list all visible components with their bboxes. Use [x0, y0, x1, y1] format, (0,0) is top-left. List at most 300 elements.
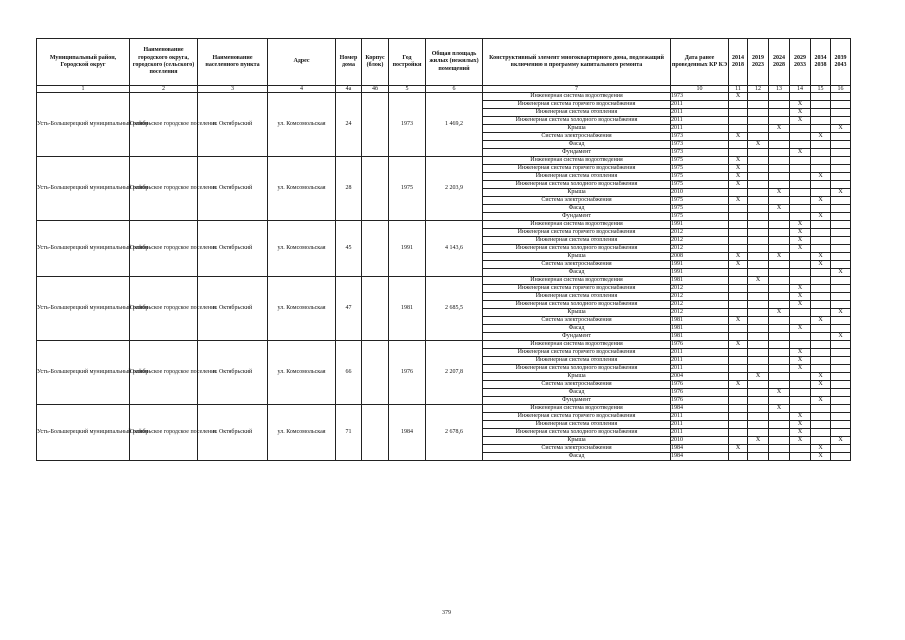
period-mark-cell: X [811, 381, 831, 389]
period-mark-cell [831, 197, 851, 205]
period-mark-cell [729, 125, 748, 133]
house-number-cell: 45 [336, 221, 362, 277]
period-mark-cell: X [790, 229, 811, 237]
period-mark-cell: X [769, 125, 790, 133]
header-cell: 2039 2043 [831, 39, 851, 86]
period-mark-cell [811, 429, 831, 437]
period-mark-cell [831, 381, 851, 389]
district-cell: Усть-Большерецкий муниципальный район [37, 221, 130, 277]
period-mark-cell: X [769, 189, 790, 197]
period-mark-cell [769, 165, 790, 173]
previous-repair-date-cell: 1984 [671, 405, 729, 413]
previous-repair-date-cell: 2011 [671, 413, 729, 421]
locality-cell: п. Октябрьский [198, 277, 268, 341]
period-mark-cell [811, 389, 831, 397]
period-mark-cell [729, 373, 748, 381]
period-mark-cell [769, 141, 790, 149]
period-mark-cell [831, 149, 851, 157]
period-mark-cell: X [790, 109, 811, 117]
area-cell: 2 203,9 [426, 157, 483, 221]
period-mark-cell [790, 397, 811, 405]
element-name-cell: Инженерная система отопления [483, 293, 671, 301]
period-mark-cell [748, 413, 769, 421]
period-mark-cell [748, 405, 769, 413]
element-name-cell: Система электроснабжения [483, 133, 671, 141]
element-name-cell: Система электроснабжения [483, 317, 671, 325]
period-mark-cell [831, 421, 851, 429]
previous-repair-date-cell: 2011 [671, 117, 729, 125]
element-name-cell: Система электроснабжения [483, 381, 671, 389]
period-mark-cell: X [811, 317, 831, 325]
period-mark-cell [811, 205, 831, 213]
element-name-cell: Инженерная система горячего водоснабжения [483, 165, 671, 173]
period-mark-cell [790, 141, 811, 149]
period-mark-cell [831, 213, 851, 221]
block-cell [362, 93, 389, 157]
period-mark-cell [811, 245, 831, 253]
header-cell: Общая площадь жилых (нежилых) помещений [426, 39, 483, 86]
previous-repair-date-cell: 2012 [671, 229, 729, 237]
period-mark-cell [769, 101, 790, 109]
period-mark-cell [831, 133, 851, 141]
period-mark-cell [831, 93, 851, 101]
element-name-cell: Инженерная система холодного водоснабжения [483, 429, 671, 437]
period-mark-cell [729, 309, 748, 317]
period-mark-cell [769, 413, 790, 421]
period-mark-cell [831, 365, 851, 373]
column-number: 10 [671, 86, 729, 93]
period-mark-cell [831, 373, 851, 381]
period-mark-cell [831, 453, 851, 461]
period-mark-cell [811, 333, 831, 341]
period-mark-cell [811, 93, 831, 101]
period-mark-cell [748, 125, 769, 133]
period-mark-cell [729, 293, 748, 301]
period-mark-cell: X [790, 285, 811, 293]
period-mark-cell [831, 157, 851, 165]
previous-repair-date-cell: 1975 [671, 181, 729, 189]
locality-cell: п. Октябрьский [198, 341, 268, 405]
period-mark-cell: X [729, 317, 748, 325]
period-mark-cell [769, 293, 790, 301]
period-mark-cell [729, 285, 748, 293]
period-mark-cell [748, 389, 769, 397]
period-mark-cell [748, 445, 769, 453]
settlement-cell: Октябрьское городское поселение [130, 221, 198, 277]
period-mark-cell [729, 141, 748, 149]
locality-cell: п. Октябрьский [198, 93, 268, 157]
previous-repair-date-cell: 1975 [671, 205, 729, 213]
period-mark-cell [790, 253, 811, 261]
column-number: 5 [389, 86, 426, 93]
period-mark-cell [790, 189, 811, 197]
period-mark-cell: X [831, 189, 851, 197]
previous-repair-date-cell: 1981 [671, 325, 729, 333]
column-number-row [37, 86, 851, 93]
period-mark-cell [769, 325, 790, 333]
period-mark-cell [748, 237, 769, 245]
previous-repair-date-cell: 1976 [671, 389, 729, 397]
period-mark-cell [748, 221, 769, 229]
period-mark-cell [769, 341, 790, 349]
period-mark-cell [748, 293, 769, 301]
period-mark-cell [811, 421, 831, 429]
period-mark-cell [831, 445, 851, 453]
period-mark-cell [811, 309, 831, 317]
period-mark-cell: X [729, 157, 748, 165]
column-number: 1 [37, 86, 130, 93]
header-cell: Номер дома [336, 39, 362, 86]
period-mark-cell [811, 181, 831, 189]
previous-repair-date-cell: 2011 [671, 349, 729, 357]
previous-repair-date-cell: 1973 [671, 141, 729, 149]
period-mark-cell [748, 261, 769, 269]
period-mark-cell: X [811, 133, 831, 141]
period-mark-cell [729, 397, 748, 405]
period-mark-cell [811, 157, 831, 165]
column-number: 14 [790, 86, 811, 93]
period-mark-cell [748, 173, 769, 181]
column-number: 15 [811, 86, 831, 93]
previous-repair-date-cell: 2011 [671, 109, 729, 117]
period-mark-cell [831, 205, 851, 213]
period-mark-cell: X [748, 141, 769, 149]
previous-repair-date-cell: 2011 [671, 429, 729, 437]
element-name-cell: Инженерная система горячего водоснабжения [483, 349, 671, 357]
period-mark-cell [729, 429, 748, 437]
year-built-cell: 1984 [389, 405, 426, 461]
address-cell: ул. Комсомольская [268, 341, 336, 405]
period-mark-cell [748, 205, 769, 213]
period-mark-cell [811, 285, 831, 293]
area-cell: 2 678,6 [426, 405, 483, 461]
element-name-cell: Система электроснабжения [483, 197, 671, 205]
period-mark-cell [769, 437, 790, 445]
period-mark-cell [811, 277, 831, 285]
period-mark-cell [831, 229, 851, 237]
period-mark-cell: X [811, 261, 831, 269]
period-mark-cell [729, 117, 748, 125]
period-mark-cell [769, 213, 790, 221]
header-cell: Наименование городского округа, городского (сельского) поселения [130, 39, 198, 86]
element-name-cell: Инженерная система холодного водоснабжения [483, 365, 671, 373]
period-mark-cell: X [790, 117, 811, 125]
period-mark-cell [811, 349, 831, 357]
header-cell: Муниципальный район, Городской округ [37, 39, 130, 86]
period-mark-cell [748, 245, 769, 253]
period-mark-cell: X [790, 101, 811, 109]
element-name-cell: Инженерная система водоотведения [483, 277, 671, 285]
element-name-cell: Фасад [483, 205, 671, 213]
period-mark-cell [748, 357, 769, 365]
element-name-cell: Инженерная система холодного водоснабжения [483, 181, 671, 189]
header-cell: 2034 2038 [811, 39, 831, 86]
district-cell: Усть-Большерецкий муниципальный район [37, 93, 130, 157]
period-mark-cell [729, 301, 748, 309]
period-mark-cell [729, 229, 748, 237]
period-mark-cell [769, 197, 790, 205]
block-cell [362, 405, 389, 461]
period-mark-cell [831, 357, 851, 365]
period-mark-cell [811, 189, 831, 197]
period-mark-cell: X [729, 165, 748, 173]
block-cell [362, 221, 389, 277]
period-mark-cell: X [729, 445, 748, 453]
period-mark-cell [769, 365, 790, 373]
element-name-cell: Крыша [483, 125, 671, 133]
period-mark-cell [748, 309, 769, 317]
period-mark-cell: X [790, 349, 811, 357]
period-mark-cell [811, 293, 831, 301]
period-mark-cell [769, 149, 790, 157]
settlement-cell: Октябрьское городское поселение [130, 405, 198, 461]
period-mark-cell [729, 101, 748, 109]
period-mark-cell [811, 149, 831, 157]
period-mark-cell [790, 333, 811, 341]
period-mark-cell [748, 117, 769, 125]
period-mark-cell [729, 413, 748, 421]
period-mark-cell [729, 149, 748, 157]
previous-repair-date-cell: 2010 [671, 189, 729, 197]
element-name-cell: Инженерная система водоотведения [483, 157, 671, 165]
period-mark-cell [811, 117, 831, 125]
previous-repair-date-cell: 1981 [671, 277, 729, 285]
period-mark-cell [769, 229, 790, 237]
period-mark-cell: X [790, 301, 811, 309]
period-mark-cell [748, 317, 769, 325]
previous-repair-date-cell: 1976 [671, 397, 729, 405]
area-cell: 2 207,8 [426, 341, 483, 405]
period-mark-cell [729, 389, 748, 397]
period-mark-cell [748, 181, 769, 189]
period-mark-cell [790, 125, 811, 133]
element-name-cell: Фасад [483, 141, 671, 149]
period-mark-cell [729, 333, 748, 341]
period-mark-cell [811, 165, 831, 173]
element-name-cell: Инженерная система водоотведения [483, 405, 671, 413]
period-mark-cell [790, 269, 811, 277]
house-number-cell: 28 [336, 157, 362, 221]
element-name-cell: Инженерная система холодного водоснабжения [483, 245, 671, 253]
period-mark-cell [748, 269, 769, 277]
period-mark-cell [831, 117, 851, 125]
period-mark-cell [748, 421, 769, 429]
period-mark-cell [748, 325, 769, 333]
previous-repair-date-cell: 1981 [671, 317, 729, 325]
period-mark-cell [811, 413, 831, 421]
period-mark-cell [748, 381, 769, 389]
period-mark-cell [769, 157, 790, 165]
period-mark-cell: X [811, 453, 831, 461]
period-mark-cell [831, 293, 851, 301]
element-name-cell: Фасад [483, 325, 671, 333]
previous-repair-date-cell: 2011 [671, 365, 729, 373]
year-built-cell: 1981 [389, 277, 426, 341]
previous-repair-date-cell: 1973 [671, 93, 729, 101]
period-mark-cell: X [790, 245, 811, 253]
table-row [37, 405, 851, 413]
period-mark-cell [729, 109, 748, 117]
period-mark-cell [748, 341, 769, 349]
period-mark-cell [729, 213, 748, 221]
previous-repair-date-cell: 2012 [671, 293, 729, 301]
period-mark-cell: X [831, 309, 851, 317]
house-number-cell: 66 [336, 341, 362, 405]
period-mark-cell: X [831, 269, 851, 277]
element-name-cell: Система электроснабжения [483, 261, 671, 269]
previous-repair-date-cell: 2010 [671, 437, 729, 445]
period-mark-cell [748, 101, 769, 109]
element-name-cell: Инженерная система водоотведения [483, 341, 671, 349]
table-row [37, 221, 851, 229]
element-name-cell: Инженерная система отопления [483, 357, 671, 365]
period-mark-cell [831, 237, 851, 245]
district-cell: Усть-Большерецкий муниципальный район [37, 277, 130, 341]
period-mark-cell [729, 205, 748, 213]
element-name-cell: Инженерная система отопления [483, 173, 671, 181]
period-mark-cell: X [769, 253, 790, 261]
previous-repair-date-cell: 2008 [671, 253, 729, 261]
period-mark-cell [831, 317, 851, 325]
period-mark-cell [769, 381, 790, 389]
period-mark-cell: X [748, 373, 769, 381]
period-mark-cell [769, 445, 790, 453]
element-name-cell: Инженерная система отопления [483, 109, 671, 117]
period-mark-cell [769, 245, 790, 253]
block-cell [362, 341, 389, 405]
period-mark-cell: X [831, 437, 851, 445]
period-mark-cell [748, 157, 769, 165]
period-mark-cell: X [769, 389, 790, 397]
period-mark-cell [769, 237, 790, 245]
area-cell: 1 469,2 [426, 93, 483, 157]
period-mark-cell [769, 301, 790, 309]
period-mark-cell [729, 349, 748, 357]
block-cell [362, 157, 389, 221]
period-mark-cell [790, 389, 811, 397]
period-mark-cell [748, 109, 769, 117]
period-mark-cell [790, 341, 811, 349]
locality-cell: п. Октябрьский [198, 405, 268, 461]
previous-repair-date-cell: 1973 [671, 149, 729, 157]
previous-repair-date-cell: 1991 [671, 269, 729, 277]
period-mark-cell [748, 349, 769, 357]
period-mark-cell: X [790, 325, 811, 333]
column-number: 16 [831, 86, 851, 93]
period-mark-cell [729, 245, 748, 253]
table-row [37, 93, 851, 101]
period-mark-cell: X [811, 173, 831, 181]
period-mark-cell: X [729, 197, 748, 205]
element-name-cell: Крыша [483, 253, 671, 261]
period-mark-cell: X [811, 397, 831, 405]
previous-repair-date-cell: 2012 [671, 285, 729, 293]
period-mark-cell [831, 109, 851, 117]
period-mark-cell [811, 237, 831, 245]
period-mark-cell [769, 285, 790, 293]
period-mark-cell [748, 149, 769, 157]
header-cell: Адрес [268, 39, 336, 86]
period-mark-cell [831, 221, 851, 229]
year-built-cell: 1975 [389, 157, 426, 221]
period-mark-cell: X [811, 445, 831, 453]
period-mark-cell: X [790, 421, 811, 429]
element-name-cell: Фасад [483, 453, 671, 461]
period-mark-cell: X [790, 437, 811, 445]
element-name-cell: Инженерная система водоотведения [483, 93, 671, 101]
previous-repair-date-cell: 2011 [671, 421, 729, 429]
period-mark-cell [790, 277, 811, 285]
period-mark-cell [729, 189, 748, 197]
previous-repair-date-cell: 1981 [671, 333, 729, 341]
period-mark-cell [769, 373, 790, 381]
previous-repair-date-cell: 1975 [671, 157, 729, 165]
header-cell: Год постройки [389, 39, 426, 86]
period-mark-cell [811, 437, 831, 445]
year-built-cell: 1991 [389, 221, 426, 277]
period-mark-cell: X [748, 277, 769, 285]
area-cell: 2 685,5 [426, 277, 483, 341]
address-cell: ул. Комсомольская [268, 221, 336, 277]
period-mark-cell: X [729, 133, 748, 141]
period-mark-cell: X [790, 221, 811, 229]
address-cell: ул. Комсомольская [268, 405, 336, 461]
year-built-cell: 1976 [389, 341, 426, 405]
element-name-cell: Фундамент [483, 213, 671, 221]
settlement-cell: Октябрьское городское поселение [130, 157, 198, 221]
element-name-cell: Инженерная система горячего водоснабжения [483, 101, 671, 109]
column-number: 12 [748, 86, 769, 93]
column-number: 4а [336, 86, 362, 93]
element-name-cell: Инженерная система водоотведения [483, 221, 671, 229]
previous-repair-date-cell: 1975 [671, 213, 729, 221]
element-name-cell: Инженерная система холодного водоснабжения [483, 301, 671, 309]
period-mark-cell [748, 365, 769, 373]
previous-repair-date-cell: 2012 [671, 301, 729, 309]
header-cell: 2019 2023 [748, 39, 769, 86]
period-mark-cell [748, 213, 769, 221]
period-mark-cell: X [790, 357, 811, 365]
period-mark-cell [811, 101, 831, 109]
element-name-cell: Инженерная система холодного водоснабжения [483, 117, 671, 125]
period-mark-cell [748, 429, 769, 437]
period-mark-cell [748, 285, 769, 293]
period-mark-cell [769, 333, 790, 341]
previous-repair-date-cell: 1991 [671, 221, 729, 229]
previous-repair-date-cell: 2004 [671, 373, 729, 381]
period-mark-cell [831, 349, 851, 357]
previous-repair-date-cell: 2012 [671, 245, 729, 253]
period-mark-cell: X [729, 181, 748, 189]
column-number: 2 [130, 86, 198, 93]
table-row [37, 277, 851, 285]
period-mark-cell [769, 221, 790, 229]
period-mark-cell [811, 341, 831, 349]
period-mark-cell [811, 221, 831, 229]
period-mark-cell [769, 93, 790, 101]
house-number-cell: 71 [336, 405, 362, 461]
previous-repair-date-cell: 1973 [671, 133, 729, 141]
header-cell: 2024 2028 [769, 39, 790, 86]
period-mark-cell [748, 333, 769, 341]
period-mark-cell [769, 269, 790, 277]
period-mark-cell: X [831, 333, 851, 341]
year-built-cell: 1973 [389, 93, 426, 157]
period-mark-cell [811, 405, 831, 413]
period-mark-cell [769, 117, 790, 125]
period-mark-cell [790, 165, 811, 173]
element-name-cell: Инженерная система отопления [483, 421, 671, 429]
